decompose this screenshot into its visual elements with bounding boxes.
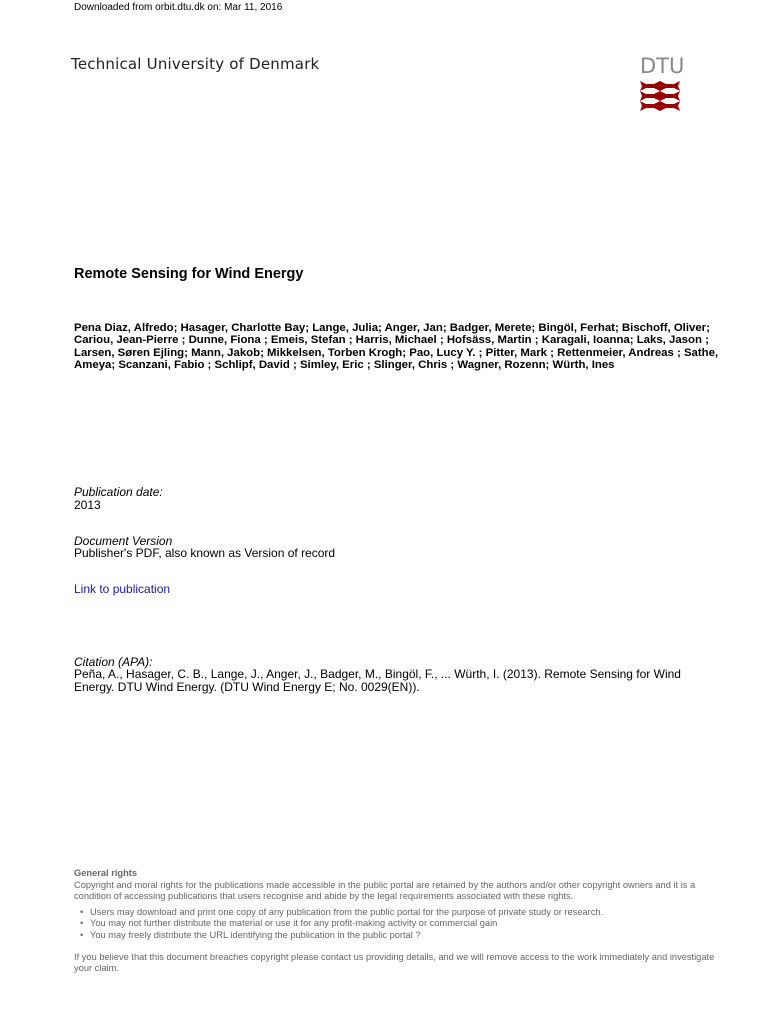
university-name: Technical University of Denmark — [71, 55, 320, 73]
publication-link[interactable]: Link to publication — [74, 582, 171, 596]
dtu-logo-text: DTU — [640, 54, 685, 78]
dtu-logo — [640, 54, 685, 112]
author-list: Pena Diaz, Alfredo; Hasager, Charlotte Bay; Lange, Julia; Anger, Jan; Badger, Merete; Bingöl, Ferhat; Bischoff, Oliver; Cariou, Jean-Pierre ; Dunne, Fiona ; Emeis, Stefan ; Harris, Michael ; Hofsäss, Martin ; Karagali, Ioanna; Laks, Jason ; Larsen, Søren Ejling; Mann, Jakob; Mikkelsen, Torben Krogh; Pao, Lucy Y. ; Pitter, Mark ; Rettenmeier, Andreas ; Sathe, Ameya; Scanzani, Fabio ; Schlipf, David ; Simley, Eric ; Slinger, Chris ; Wagner, Rozenn; Würth, Ines — [74, 322, 719, 371]
citation-text: Peña, A., Hasager, C. B., Lange, J., Anger, J., Badger, M., Bingöl, F., ... Würth, I. (2013). Remote Sensing for Wind Energy. DTU Wind Energy. (DTU Wind Energy E; No. 0029(EN)). — [74, 667, 681, 694]
rights-list — [74, 907, 724, 942]
document-version-label: Document Version — [74, 534, 173, 548]
rights-footer-text: If you believe that this document breaches copyright please contact us providing details, and we will remove access to the work immediately and investigate your claim. — [74, 951, 715, 974]
general-rights-intro: Copyright and moral rights for the publications made accessible in the public portal are retained by the authors and/or other copyright owners and it is a condition of accessing publications that users recognise and abide by the legal requirements associated with these rights. — [74, 879, 696, 901]
dtu-logo-mark-icon — [640, 81, 680, 111]
citation-label: Citation (APA): — [74, 655, 153, 669]
download-note: Downloaded from orbit.dtu.dk on: Mar 11, 2016 — [74, 2, 283, 13]
list-item: • You may freely distribute the URL identifying the publication in the public portal ? — [90, 930, 724, 942]
list-item: • Users may download and print one copy of any publication from the public portal for the purpose of private study or research. — [90, 907, 724, 919]
document-version-value: Publisher's PDF, also known as Version of record — [74, 546, 336, 560]
list-item: • You may not further distribute the material or use it for any profit-making activity or commercial gain — [90, 918, 724, 930]
publication-date-value: 2013 — [74, 498, 101, 512]
publication-title: Remote Sensing for Wind Energy — [74, 266, 304, 282]
general-rights-section — [74, 868, 724, 975]
general-rights-heading: General rights — [74, 868, 138, 878]
publication-date-label: Publication date: — [74, 485, 163, 499]
